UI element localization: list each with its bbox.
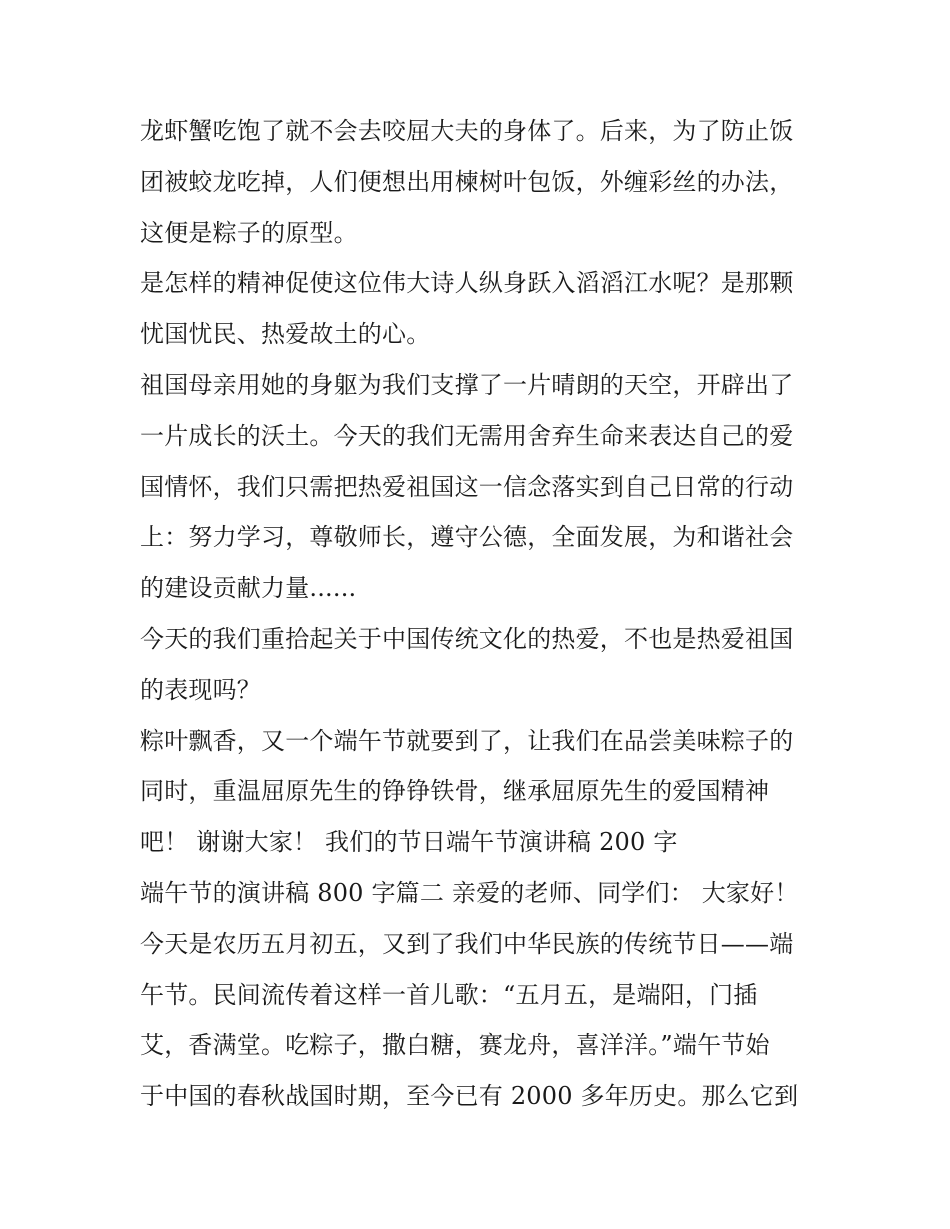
- text-line: 今天的我们重拾起关于中国传统文化的热爱，不也是热爱祖国: [140, 624, 794, 653]
- text-line: 一片成长的沃土。今天的我们无需用舍弃生命来表达自己的爱: [140, 421, 794, 450]
- text-line: 国情怀，我们只需把热爱祖国这一信念落实到自己日常的行动: [140, 472, 794, 501]
- text-line: 祖国母亲用她的身躯为我们支撑了一片晴朗的天空，开辟出了: [140, 370, 794, 399]
- text-line: 午节。民间流传着这样一首儿歌：“五月五，是端阳，门插: [140, 980, 758, 1009]
- text-line: 端午节的演讲稿 800 字篇二 亲爱的老师、同学们： 大家好！: [140, 878, 799, 907]
- text-line: 是怎样的精神促使这位伟大诗人纵身跃入滔滔江水呢？是那颗: [140, 269, 794, 298]
- text-line: 今天是农历五月初五，又到了我们中华民族的传统节日——端: [140, 929, 794, 958]
- text-line: 上：努力学习，尊敬师长，遵守公德，全面发展，为和谐社会: [140, 523, 794, 552]
- text-line: 龙虾蟹吃饱了就不会去咬屈大夫的身体了。后来，为了防止饭: [140, 117, 794, 145]
- text-line: 艾，香满堂。吃粽子，撒白糖，赛龙舟，喜洋洋。”端午节始: [140, 1031, 770, 1060]
- text-line: 的建设贡献力量......: [140, 574, 357, 603]
- text-line: 团被蛟龙吃掉，人们便想出用楝树叶包饭，外缠彩丝的办法，: [140, 167, 794, 196]
- body-text: [140, 106, 820, 1122]
- text-line: 粽叶飘香，又一个端午节就要到了，让我们在品尝美味粽子的: [140, 726, 794, 755]
- text-line: 的表现吗？: [140, 675, 261, 704]
- text-line: 忧国忧民、热爱故土的心。: [140, 320, 431, 349]
- text-line: 于中国的春秋战国时期，至今已有 2000 多年历史。那么它到: [140, 1082, 799, 1111]
- text-line: 这便是粽子的原型。: [140, 218, 358, 247]
- text-line: 同时，重温屈原先生的铮铮铁骨，继承屈原先生的爱国精神: [140, 777, 770, 806]
- text-line: 吧！ 谢谢大家！ 我们的节日端午节演讲稿 200 字: [140, 828, 678, 857]
